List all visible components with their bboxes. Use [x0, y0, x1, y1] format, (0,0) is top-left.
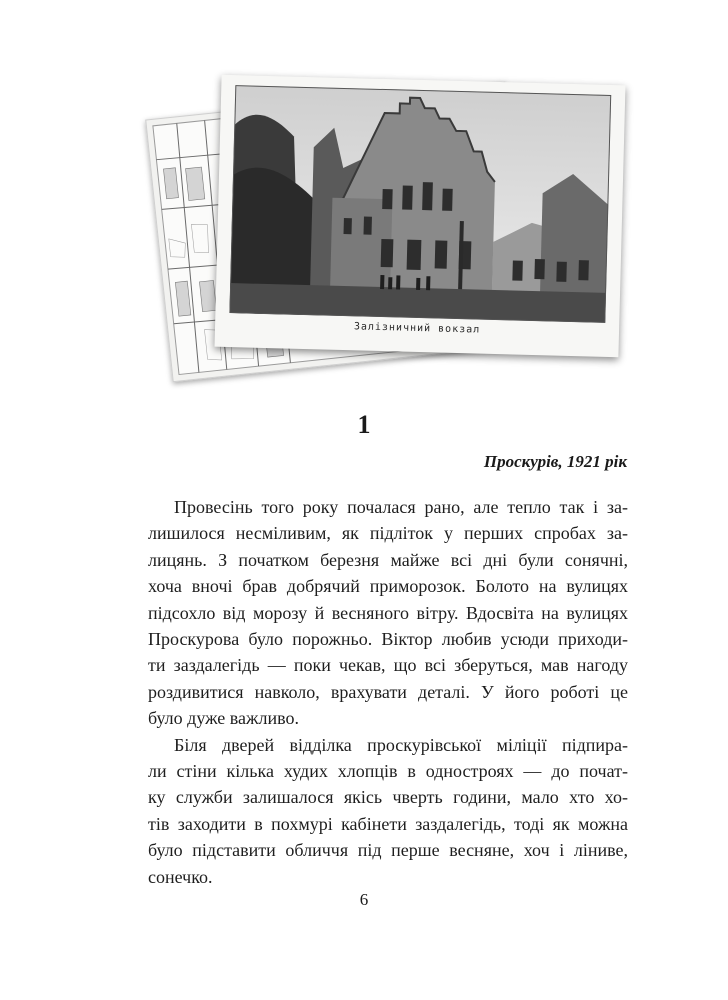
text-line: підсохло від морозу й весняного вітру. Вдосвіта на вулицях	[148, 602, 628, 623]
body-text	[148, 494, 628, 890]
text-line: ти заздалегідь — поки чекав, що всі зберуться, мав нагоду	[148, 655, 628, 676]
text-line: Провесінь того року почалася рано, але тепло так і за-	[174, 497, 628, 517]
text-line: лицянь. З початком березня майже всі дні були сонячні,	[148, 549, 628, 570]
photo-card	[215, 75, 626, 357]
photo-caption: Залізничний вокзал	[353, 321, 481, 336]
paragraph	[148, 494, 628, 732]
text-line: було дуже важливо.	[148, 708, 299, 729]
page-number: 6	[359, 890, 369, 909]
text-line: роздивитися навколо, врахувати деталі. У його роботі це	[148, 681, 628, 702]
railway-station-photo	[229, 85, 611, 323]
chapter-dateline: Проскурів, 1921 рік	[483, 452, 627, 471]
text-line: ли стіни кілька худих хлопців в одностроях — до почат-	[148, 761, 628, 782]
text-line: було підставити обличчя під перше весняне, хоч і ліниве,	[148, 840, 628, 861]
text-line: сонечко.	[148, 866, 213, 887]
chapter-number: 1	[357, 410, 371, 439]
text-line: лишилося несміливим, як підліток у перших спробах за-	[148, 523, 628, 544]
paragraph	[148, 732, 628, 890]
illustration	[0, 0, 728, 380]
text-line: Проскурова було порожньо. Віктор любив усюди приходи-	[148, 629, 628, 650]
text-line: ку служби залишалося якісь чверть години, мало хто хо-	[148, 787, 628, 808]
text-line: тів заходити в похмурі кабінети заздалегідь, тоді як можна	[148, 813, 628, 834]
text-line: Біля дверей відділка проскурівської міліції підпира-	[174, 734, 628, 755]
text-line: хоча вночі брав добрячий приморозок. Болото на вулицях	[148, 576, 628, 597]
